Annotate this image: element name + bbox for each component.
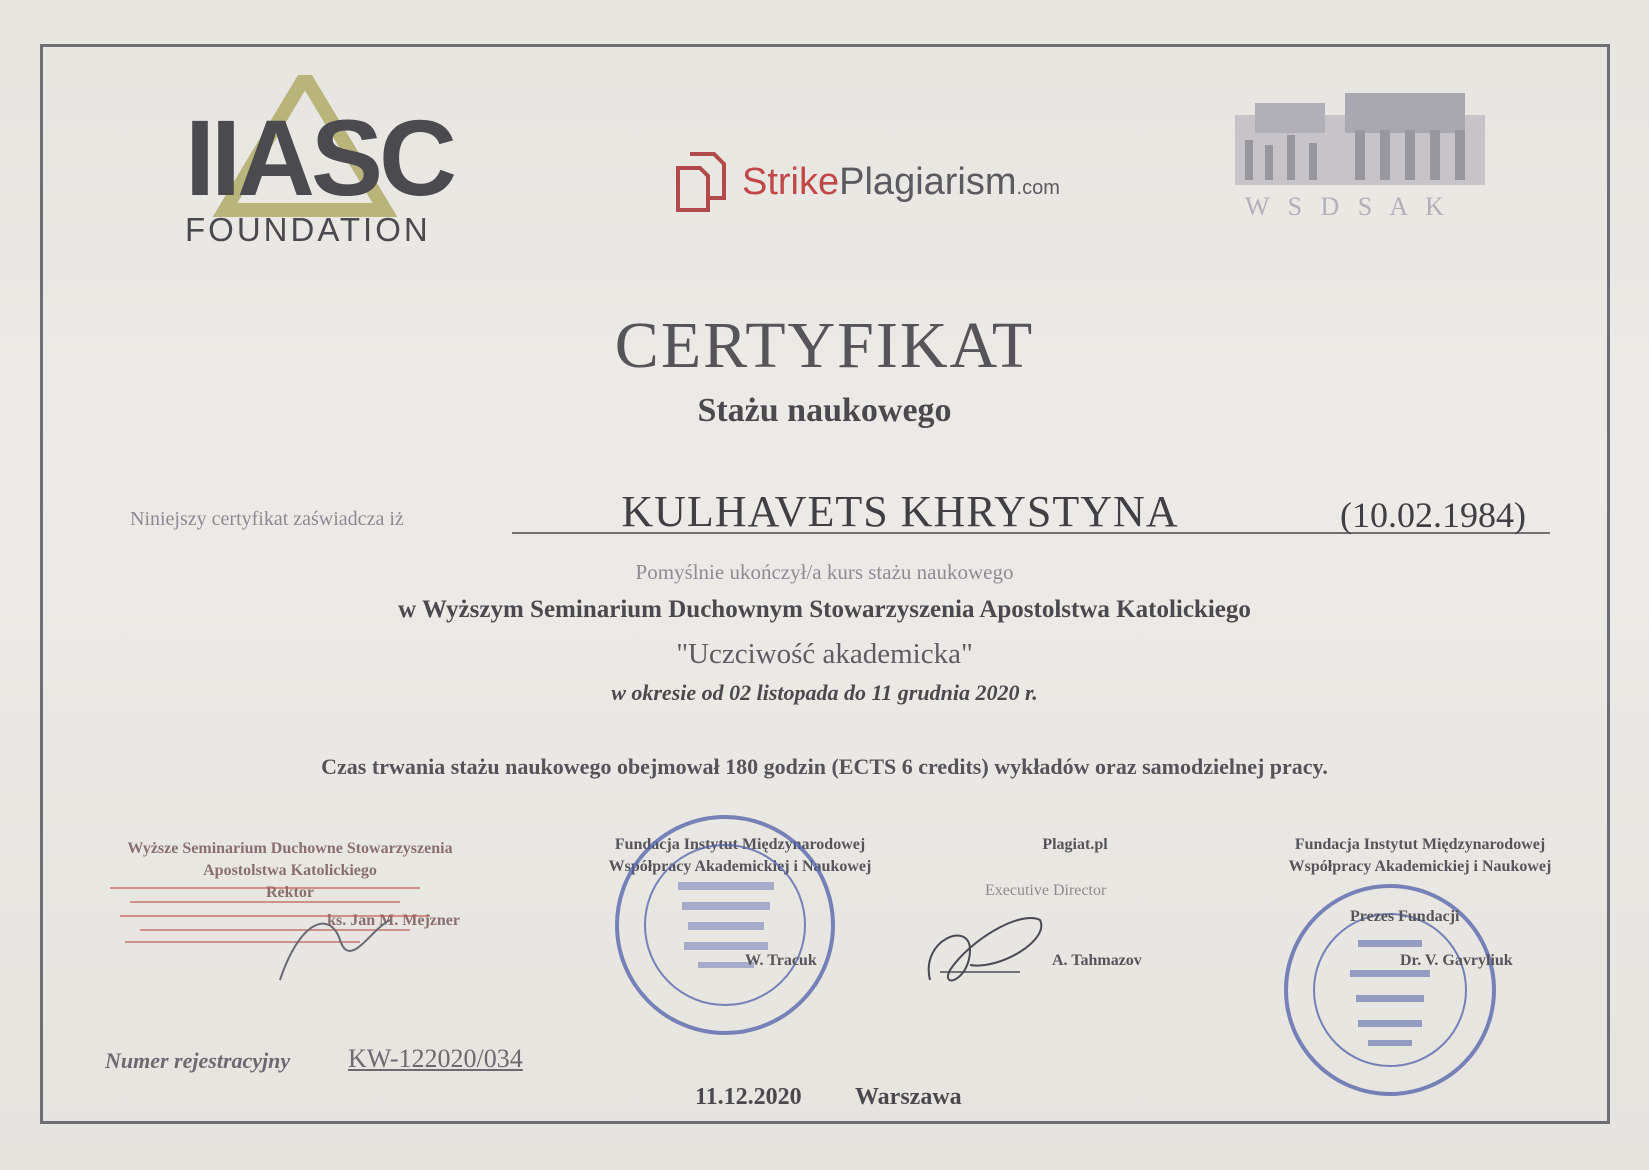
sig4-name: Dr. V. Gavryliuk [1400, 952, 1513, 969]
sig2-org-line2: Współpracy Akademickiej i Naukowej [608, 858, 872, 875]
sig4-role: Prezes Fundacji [1350, 908, 1460, 925]
signature-block-foundation-2 [1230, 834, 1610, 878]
strikeplagiarism-text: StrikePlagiarism.com [742, 161, 1060, 203]
sig4-org-line2: Współpracy Akademickiej i Naukowej [1288, 858, 1552, 875]
sig3-org: Plagiat.pl [1042, 836, 1108, 853]
completion-line: Pomyślnie ukończył/a kurs stażu naukowego [635, 560, 1014, 584]
signature-block-plagiat [960, 834, 1190, 856]
period-line: w okresie od 02 listopada do 11 grudnia 2020 r. [611, 680, 1038, 705]
registration-number-value: KW-122020/034 [348, 1044, 523, 1073]
sig3-role: Executive Director [985, 882, 1107, 899]
sig1-org-line2: Apostolstwa Katolickiego [203, 862, 377, 879]
wsdsak-logo-text: W S D S A K [1245, 192, 1450, 221]
sig3-name: A. Tahmazov [1052, 952, 1142, 969]
registration-number-label: Numer rejestracyjny [105, 1048, 291, 1073]
recipient-name: KULHAVETS KHRYSTYNA [621, 487, 1179, 536]
certificate-title: CERTYFIKAT [614, 309, 1035, 382]
iiasc-logo-text: IIASC [185, 97, 454, 218]
recipient-birthdate: (10.02.1984) [1340, 495, 1526, 535]
iiasc-foundation-logo [185, 75, 475, 250]
blue-round-stamp-1 [610, 810, 840, 1040]
seminary-signature-scribble [270, 900, 400, 990]
sig4-org-line1: Fundacja Instytut Międzynarodowej [1294, 836, 1546, 853]
strikeplagiarism-logo [670, 148, 1090, 218]
certificate-subtitle: Stażu naukowego [697, 392, 952, 429]
iiasc-logo-sub: FOUNDATION [185, 211, 431, 248]
sig1-name: ks. Jan M. Mejzner [327, 912, 460, 929]
issue-city: Warszawa [855, 1084, 962, 1110]
sig1-role: Rektor [266, 884, 314, 901]
wsdsak-logo [1235, 85, 1505, 225]
sig2-name: W. Tracuk [745, 952, 817, 969]
plagiat-signature-scribble [910, 900, 1060, 1000]
duration-line: Czas trwania stażu naukowego obejmował 180 godzin (ECTS 6 credits) wykładów oraz samodzielnej pracy. [321, 754, 1328, 779]
sig2-org-line1: Fundacja Instytut Międzynarodowej [614, 836, 866, 853]
certificate-intro: Niniejszy certyfikat zaświadcza iż [130, 508, 404, 530]
sig1-org-line1: Wyższe Seminarium Duchowne Stowarzyszenia [127, 840, 453, 857]
course-name: "Uczciwość akademicka" [676, 638, 973, 670]
institution-line: w Wyższym Seminarium Duchownym Stowarzyszenia Apostolstwa Katolickiego [398, 596, 1251, 623]
issue-date: 11.12.2020 [695, 1084, 802, 1110]
